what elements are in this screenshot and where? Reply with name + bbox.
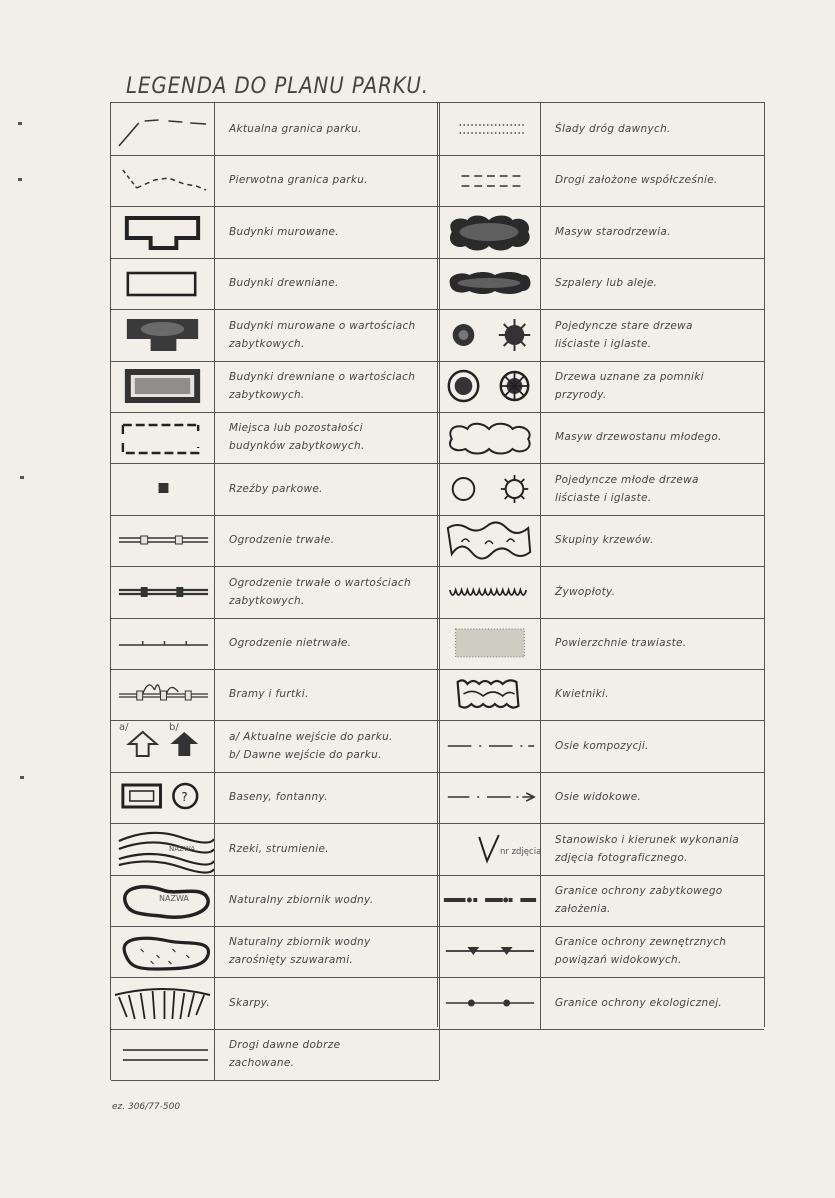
margin-mark xyxy=(18,122,22,125)
legend-row xyxy=(438,823,764,876)
temporary-fence-icon xyxy=(111,617,215,669)
legend-label: Drogi założone współcześnie. xyxy=(555,174,718,187)
legend-row xyxy=(438,874,764,927)
margin-mark xyxy=(18,178,22,181)
modern-road-icon xyxy=(438,154,541,206)
legend-label: Bramy i furtki. xyxy=(229,688,309,701)
legend-row xyxy=(438,771,764,824)
legend-row xyxy=(111,1028,439,1081)
legend-row xyxy=(438,360,764,413)
pool-fountain-icon xyxy=(111,771,215,823)
legend-row xyxy=(438,566,764,619)
legend-label: Pierwotna granica parku. xyxy=(229,174,368,187)
legend-label: Żywopłoty. xyxy=(555,585,616,598)
print-reference: ez. 306/77-500 xyxy=(112,1102,181,1112)
legend-label: Ogrodzenie trwałe o wartościach zabytkowych. xyxy=(229,576,411,607)
legend-row xyxy=(438,411,764,464)
legend-label: Skupiny krzewów. xyxy=(555,534,654,547)
legend-label: Ślady dróg dawnych. xyxy=(555,123,671,135)
legend-row xyxy=(111,309,439,362)
legend-row xyxy=(438,617,764,670)
legend-label: Ogrodzenie nietrwałe. xyxy=(229,637,352,649)
legend-row xyxy=(111,154,439,207)
legend-row xyxy=(438,720,764,773)
old-stand-icon xyxy=(438,206,541,258)
legend-row xyxy=(438,463,764,516)
legend-row xyxy=(438,668,764,721)
legend-row xyxy=(111,617,439,670)
legend-row xyxy=(111,977,439,1030)
escarpment-icon xyxy=(111,977,215,1029)
alley-icon xyxy=(438,257,541,309)
historic-brick-building-icon xyxy=(111,309,215,361)
margin-mark xyxy=(20,476,24,479)
legend-label: Kwietniki. xyxy=(555,688,609,701)
legend-label: Drogi dawne dobrze zachowane. xyxy=(229,1039,341,1070)
legend-row xyxy=(111,206,439,259)
monument-trees-icon xyxy=(438,360,541,412)
composition-axis-icon xyxy=(438,720,541,772)
legend-row xyxy=(111,720,439,773)
legend-label: Masyw drzewostanu młodego. xyxy=(555,431,722,444)
river-name-label: NAZWA xyxy=(169,844,196,853)
legend-label: Rzeki, strumienie. xyxy=(229,842,329,855)
legend-row xyxy=(111,771,439,824)
legend-row xyxy=(111,360,439,413)
legend-row xyxy=(111,566,439,619)
legend-row xyxy=(438,103,764,156)
legend-row xyxy=(438,206,764,259)
view-axis-icon xyxy=(438,771,541,823)
legend-label: Granice ochrony zabytkowego założenia. xyxy=(555,885,723,915)
shrub-group-icon xyxy=(438,514,541,566)
sculpture-icon xyxy=(111,463,215,515)
entrance-b-marker: b/ xyxy=(169,721,179,733)
legend-row xyxy=(438,309,764,362)
legend-label: Pojedyncze młode drzewa liściaste i iglaste. xyxy=(555,473,699,504)
legend-label: Naturalny zbiornik wodny zarośnięty szuwarami. xyxy=(229,936,371,967)
legend-label: Naturalny zbiornik wodny. xyxy=(229,894,374,906)
lawn-icon xyxy=(438,617,541,669)
old-road-trace-icon xyxy=(438,103,541,155)
legend-label: Miejsca lub pozostałości budynków zabytkowych. xyxy=(229,422,365,453)
legend-label: Masyw starodrzewia. xyxy=(555,225,671,238)
gate-icon xyxy=(111,668,215,720)
legend-label: Baseny, fontanny. xyxy=(229,791,328,804)
heritage-boundary-icon xyxy=(438,874,541,926)
entrance-a-marker: a/ xyxy=(119,721,129,733)
building-remains-icon xyxy=(111,411,215,463)
legend-title: LEGENDA DO PLANU PARKU. xyxy=(126,74,429,99)
legend-label: Budynki murowane. xyxy=(229,225,339,238)
hedge-icon xyxy=(438,566,541,618)
legend-label: Powierzchnie trawiaste. xyxy=(555,637,687,649)
flowerbed-icon xyxy=(438,668,541,720)
legend-label: Osie kompozycji. xyxy=(555,739,649,752)
legend-label: Skarpy. xyxy=(229,996,270,1009)
legend-label: Szpalery lub aleje. xyxy=(555,277,658,290)
reedy-pond-icon xyxy=(111,925,215,977)
legend-label: Drzewa uznane za pomniki przyrody. xyxy=(555,371,704,401)
young-stand-icon xyxy=(438,411,541,463)
old-road-icon xyxy=(111,1028,215,1080)
young-trees-icon xyxy=(438,463,541,515)
legend-row xyxy=(438,257,764,310)
legend-row xyxy=(438,925,764,978)
historic-wooden-building-icon xyxy=(111,360,215,412)
legend-label: Ogrodzenie trwałe. xyxy=(229,534,335,547)
legend-row xyxy=(438,154,764,207)
historic-fence-icon xyxy=(111,566,215,618)
ecology-boundary-icon xyxy=(438,977,541,1029)
wooden-building-icon xyxy=(111,257,215,309)
legend-row xyxy=(111,257,439,310)
dash-line-icon xyxy=(111,103,215,155)
legend-label: Budynki drewniane. xyxy=(229,277,339,290)
legend-row xyxy=(111,823,439,876)
legend-label: Granice ochrony zewnętrznych powiązań widokowych. xyxy=(555,936,727,967)
legend-row xyxy=(111,668,439,721)
old-trees-icon xyxy=(438,309,541,361)
legend-label: Osie widokowe. xyxy=(555,791,642,804)
legend-label: Pojedyncze stare drzewa liściaste i iglaste. xyxy=(555,319,693,350)
brick-building-icon xyxy=(111,206,215,258)
legend-row xyxy=(111,103,439,156)
legend-row xyxy=(111,411,439,464)
dotted-zigzag-icon xyxy=(111,154,215,206)
legend-label: Budynki drewniane o wartościach zabytkowych. xyxy=(229,371,416,401)
margin-mark xyxy=(20,776,24,779)
legend-label: Budynki murowane o wartościach zabytkowych. xyxy=(229,319,416,350)
legend-row xyxy=(438,977,764,1030)
legend-right-column xyxy=(437,102,765,1027)
legend-label: Stanowisko i kierunek wykonania zdjęcia fotograficznego. xyxy=(555,833,740,864)
legend-label: Granice ochrony ekologicznej. xyxy=(555,996,723,1009)
legend-label: a/ Aktualne wejście do parku. b/ Dawne wejście do parku. xyxy=(229,730,393,761)
legend-row xyxy=(438,514,764,567)
legend-label: Rzeźby parkowe. xyxy=(229,482,323,495)
svg-text:?: ? xyxy=(181,790,188,805)
legend-left-column xyxy=(110,102,440,1080)
legend-label: Aktualna granica parku. xyxy=(229,123,362,135)
legend-row xyxy=(111,925,439,978)
view-boundary-icon xyxy=(438,925,541,977)
legend-row xyxy=(111,514,439,567)
photo-number-label: nr zdjęcia xyxy=(500,846,542,857)
legend-row xyxy=(111,463,439,516)
pond-name-label: NAZWA xyxy=(159,894,189,903)
permanent-fence-icon xyxy=(111,514,215,566)
river-icon xyxy=(111,823,215,875)
